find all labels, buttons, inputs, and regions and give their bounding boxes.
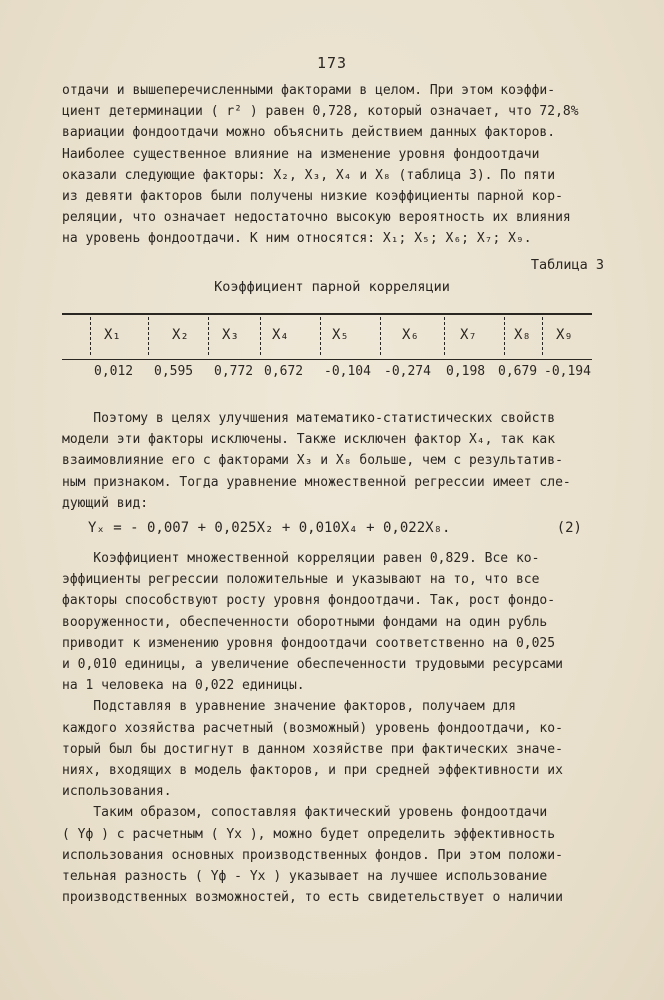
value-x3: 0,772 [214, 364, 254, 379]
table-header-row [62, 315, 592, 359]
header-x8: X₈ [514, 327, 531, 343]
column-separator [260, 317, 261, 355]
header-x3: X₃ [222, 327, 239, 343]
column-separator [320, 317, 321, 355]
header-x2: X₂ [172, 327, 189, 343]
text-line: на 1 человека на 0,022 единицы. [62, 678, 305, 694]
text-line: оказали следующие факторы: X₂, X₃, X₄ и X₈ (таблица 3). По пяти [62, 167, 556, 183]
value-x1: 0,012 [94, 364, 134, 379]
regression-equation [88, 520, 608, 536]
text-line: из девяти факторов были получены низкие коэффициенты парной кор- [62, 189, 563, 205]
value-x6: -0,274 [384, 364, 431, 379]
column-separator [208, 317, 209, 355]
value-x9: -0,194 [544, 364, 591, 379]
table-title: Коэффициент парной корреляции [214, 279, 450, 295]
value-x5: -0,104 [324, 364, 371, 379]
value-x4: 0,672 [264, 364, 304, 379]
text-line: реляции, что означает недостаточно высокую вероятность их влияния [62, 210, 571, 226]
page-number: 173 [316, 54, 348, 72]
text-line: на уровень фондоотдачи. К ним относятся: X₁; X₅; X₆; X₇; X₉. [62, 231, 532, 247]
text-line: дующий вид: [62, 495, 149, 511]
text-line: Поэтому в целях улучшения математико-статистических свойств [62, 411, 556, 426]
text-line: эффициенты регрессии положительные и указывают на то, что все [62, 572, 540, 588]
text-line: Коэффициент множественной корреляции равен 0,829. Все ко- [62, 551, 540, 566]
text-line: и 0,010 единицы, а увеличение обеспеченности трудовыми ресурсами [62, 657, 563, 673]
text-line: Подставляя в уравнение значение факторов, получаем для [62, 699, 516, 715]
text-line: взаимовлияние его с факторами X₃ и X₈ больше, чем с результатив- [62, 453, 563, 469]
text-line: торый был бы достигнут в данном хозяйстве при фактических значе- [62, 741, 563, 757]
header-x6: X₆ [402, 327, 419, 343]
text-line: вариации фондоотдачи можно объяснить действием данных факторов. [62, 125, 556, 141]
text-line: использования основных производственных фондов. При этом положи- [62, 847, 563, 863]
paragraph-3 [62, 548, 602, 908]
column-separator [444, 317, 445, 355]
table-caption: Таблица 3 [530, 257, 604, 273]
equation-number: (2) [556, 520, 582, 536]
column-separator [380, 317, 381, 355]
text-line: модели эти факторы исключены. Также исключен фактор X₄, так как [62, 432, 556, 448]
column-separator [504, 317, 505, 355]
table-header-rule [62, 359, 592, 360]
text-line: тельная разность ( Yф - Yx ) указывает на лучшее использование [62, 869, 548, 885]
paragraph-1 [62, 80, 602, 250]
text-line: вооруженности, обеспеченности оборотными фондами на один рубль [62, 614, 548, 630]
column-separator [90, 317, 91, 355]
text-line: ным признаком. Тогда уравнение множественной регрессии имеет сле- [62, 474, 571, 490]
text-line: каждого хозяйства расчетный (возможный) уровень фондоотдачи, ко- [62, 720, 563, 736]
header-x7: X₇ [460, 327, 477, 343]
header-x4: X₄ [272, 327, 289, 343]
column-separator [148, 317, 149, 355]
correlation-table [62, 313, 592, 384]
column-separator [542, 317, 543, 355]
text-line: Наиболее существенное влияние на изменение уровня фондоотдачи [62, 146, 540, 162]
text-line: циент детерминации ( r² ) равен 0,728, который означает, что 72,8% [62, 104, 579, 120]
table-values-row [62, 362, 592, 384]
text-line: отдачи и вышеперечисленными факторами в целом. При этом коэффи- [62, 83, 556, 98]
equation-text: Yₓ = - 0,007 + 0,025X₂ + 0,010X₄ + 0,022X₈. [88, 520, 451, 536]
value-x2: 0,595 [154, 364, 194, 379]
value-x8: 0,679 [498, 364, 538, 379]
text-line: Таким образом, сопоставляя фактический уровень фондоотдачи [62, 805, 548, 821]
text-line: факторы способствуют росту уровня фондоотдачи. Так, рост фондо- [62, 593, 556, 609]
header-x5: X₅ [332, 327, 349, 343]
text-line: ниях, входящих в модель факторов, и при средней эффективности их [62, 763, 563, 779]
header-x1: X₁ [104, 327, 121, 343]
paragraph-2 [62, 408, 602, 514]
text-line: производственных возможностей, то есть свидетельствует о наличии [62, 890, 563, 906]
header-x9: X₉ [556, 327, 573, 343]
text-line: ( Yф ) с расчетным ( Yx ), можно будет определить эффективность [62, 826, 556, 842]
text-line: использования. [62, 784, 172, 800]
value-x7: 0,198 [446, 364, 486, 379]
text-line: приводит к изменению уровня фондоотдачи соответственно на 0,025 [62, 635, 556, 651]
